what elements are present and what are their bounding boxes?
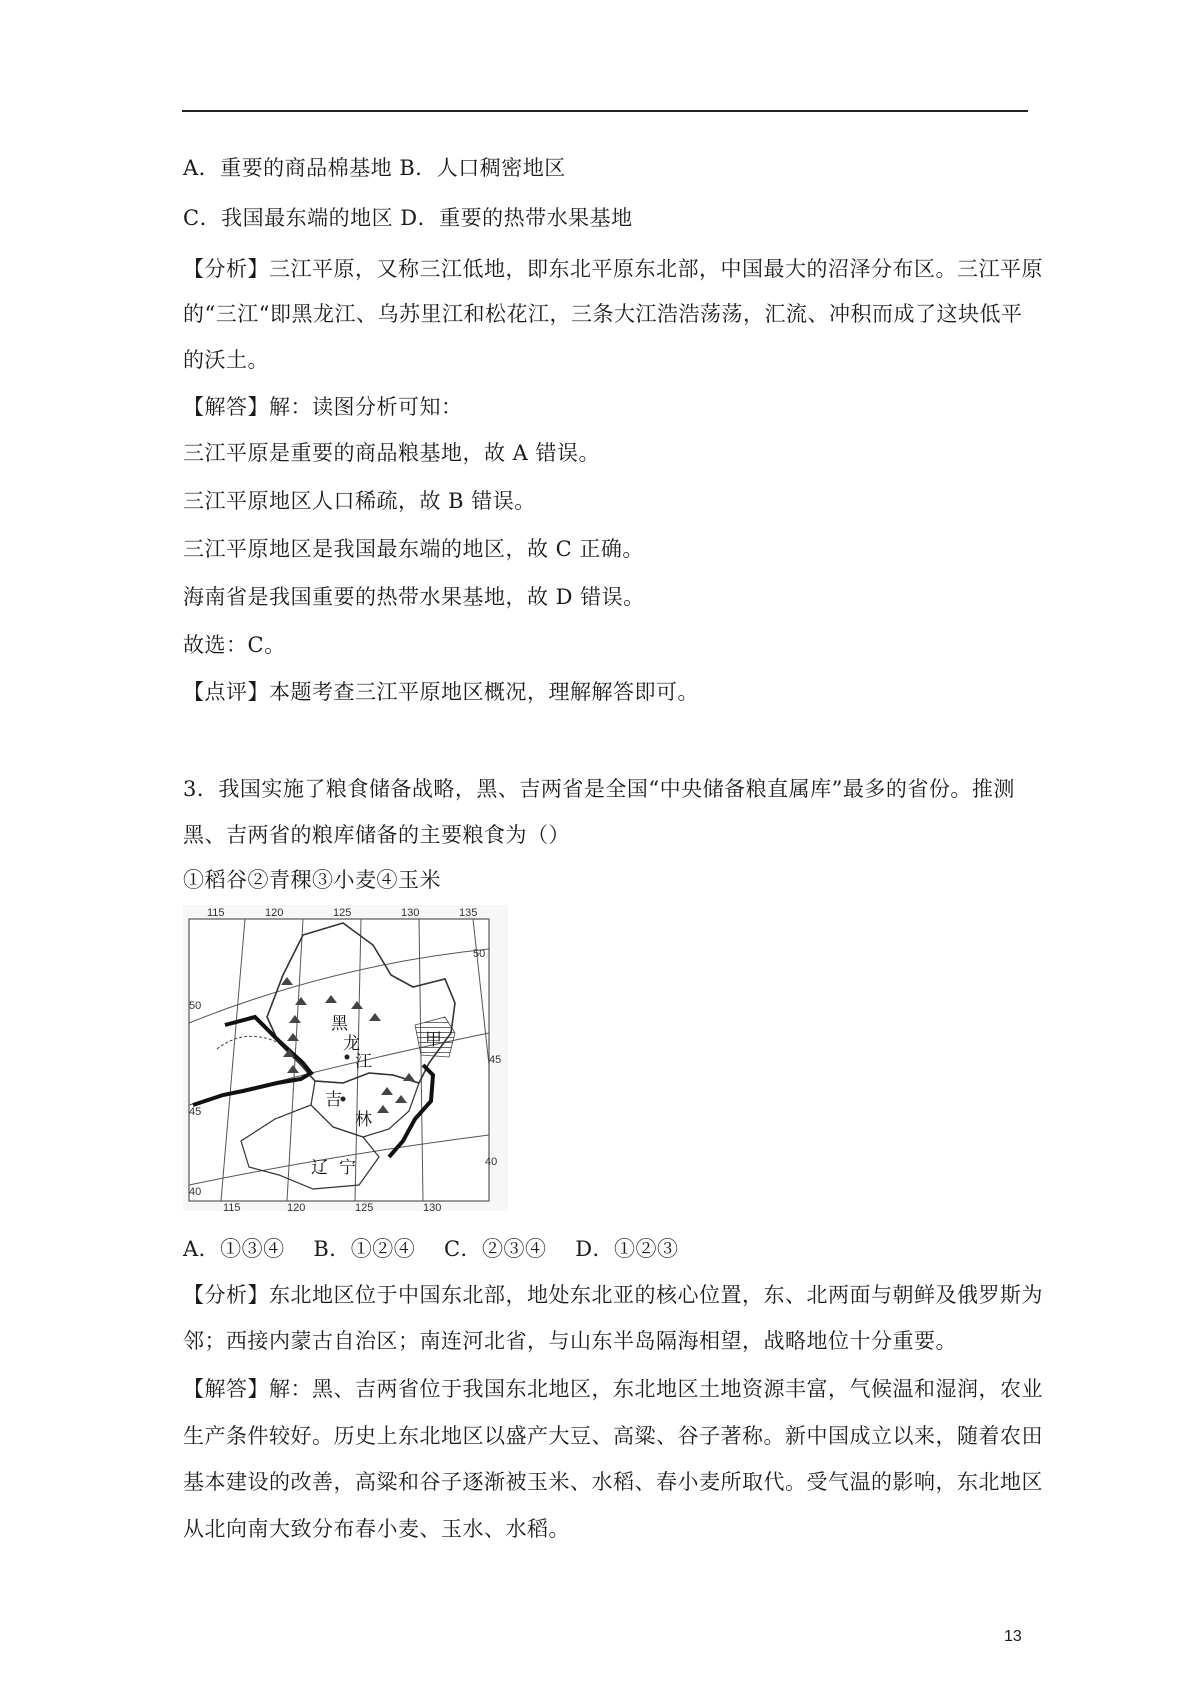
q2-solution-line-1: 【解答】解：读图分析可知： <box>183 395 463 419</box>
q2-analysis-line-1: 【分析】三江平原，又称三江低地，即东北平原东北部，中国最大的沼泽分布区。三江平原 <box>183 257 1043 281</box>
q2-comment: 【点评】本题考查三江平原地区概况，理解解答即可。 <box>183 680 699 704</box>
lon-top-115: 115 <box>207 907 225 919</box>
lon-top-135: 135 <box>459 907 478 919</box>
q2-choice: 故选：C。 <box>183 633 286 657</box>
lon-top-125: 125 <box>333 907 352 919</box>
q2-options-line-1: A．重要的商品棉基地 B．人口稠密地区 <box>183 156 566 180</box>
lon-top-120: 120 <box>265 907 284 919</box>
q3-stem-line-2: 黑、吉两省的粮库储备的主要粮食为（） <box>183 823 570 847</box>
q3-solution-line-4: 从北向南大致分布春小麦、玉水、水稻。 <box>183 1517 570 1541</box>
lon-bottom-130: 130 <box>423 1202 442 1211</box>
label-liao: 辽 <box>311 1158 328 1178</box>
label-jia: 甲 <box>425 1030 442 1050</box>
lat-right-40: 40 <box>485 1156 498 1168</box>
q3-solution-line-1: 【解答】解：黑、吉两省位于我国东北地区，东北地区土地资源丰富，气候温和湿润，农业 <box>183 1377 1043 1401</box>
q3-analysis-line-2: 邻；西接内蒙古自治区；南连河北省，与山东半岛隔海相望，战略地位十分重要。 <box>183 1329 957 1353</box>
page-number: 13 <box>1004 1628 1022 1645</box>
q2-solution-line-5: 海南省是我国重要的热带水果基地，故 D 错误。 <box>183 585 645 609</box>
lon-bottom-125: 125 <box>355 1202 374 1211</box>
lon-bottom-120: 120 <box>287 1202 306 1211</box>
label-long: 龙 <box>343 1034 360 1054</box>
header-rule <box>182 110 1028 112</box>
q2-solution-line-3: 三江平原地区人口稀疏，故 B 错误。 <box>183 489 536 513</box>
lon-bottom-115: 115 <box>223 1202 241 1211</box>
lon-top-130: 130 <box>401 907 420 919</box>
label-hei: 黑 <box>331 1014 348 1034</box>
q2-solution-line-2: 三江平原是重要的商品粮基地，故 A 错误。 <box>183 441 601 465</box>
q3-solution-line-3: 基本建设的改善，高粱和谷子逐渐被玉米、水稻、春小麦所取代。受气温的影响，东北地区 <box>183 1470 1043 1494</box>
label-jiang: 江 <box>355 1052 372 1072</box>
label-lin: 林 <box>355 1110 372 1130</box>
q3-options: A．①③④ B．①②④ C．②③④ D．①②③ <box>183 1237 679 1261</box>
lat-left-50: 50 <box>189 1000 202 1012</box>
lat-right-45: 45 <box>489 1054 502 1066</box>
q3-solution-line-2: 生产条件较好。历史上东北地区以盛产大豆、高粱、谷子著称。新中国成立以来，随着农田 <box>183 1424 1043 1448</box>
lat-left-40: 40 <box>189 1186 202 1198</box>
label-ji: 吉 <box>325 1090 342 1110</box>
lat-left-45: 45 <box>189 1106 202 1118</box>
q3-stem-line-1: 3．我国实施了粮食储备战略，黑、吉两省是全国“中央储备粮直属库”最多的省份。推测 <box>183 777 1015 801</box>
q2-analysis-line-3: 的沃土。 <box>183 348 269 372</box>
label-ning: 宁 <box>339 1158 356 1178</box>
q2-options-line-2: C．我国最东端的地区 D．重要的热带水果基地 <box>183 206 633 230</box>
northeast-china-map <box>183 905 508 1211</box>
q2-solution-line-4: 三江平原地区是我国最东端的地区，故 C 正确。 <box>183 537 644 561</box>
q3-analysis-line-1: 【分析】东北地区位于中国东北部，地处东北亚的核心位置，东、北两面与朝鲜及俄罗斯为 <box>183 1283 1043 1307</box>
q3-items: ①稻谷②青稞③小麦④玉米 <box>183 868 441 892</box>
lat-right-50: 50 <box>473 948 486 960</box>
q2-analysis-line-2: 的“三江“即黑龙江、乌苏里江和松花江，三条大江浩浩荡荡，汇流、冲积而成了这块低平 <box>183 302 1023 326</box>
